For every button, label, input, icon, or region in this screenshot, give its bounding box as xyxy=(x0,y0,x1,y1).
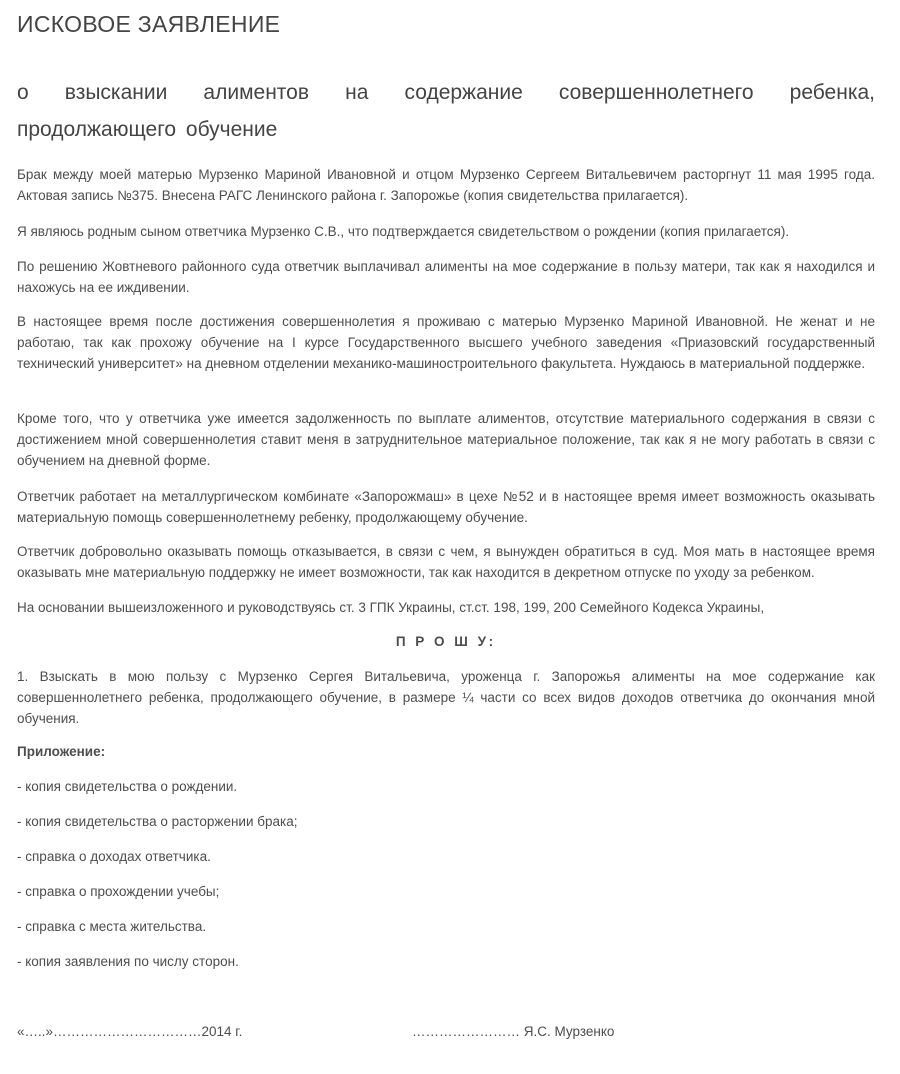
paragraph-marriage: Брак между моей матерью Мурзенко Мариной Ивановной и отцом Мурзенко Сергеем Витальевичем расторгнут 11 мая 1995 года. Актовая запись №375. Внесена РАГС Ленинского района г. Запорожье (копия свидетельства прилагается). xyxy=(17,167,875,203)
signature-name: …………………… Я.С. Мурзенко xyxy=(412,1024,615,1039)
paragraph-refusal: Ответчик добровольно оказывать помощь отказывается, в связи с чем, я вынужден обратиться в суд. Моя мать в настоящее время оказывать мне материальную поддержку не имеет возможности, так как находится в декретном отпуске по уходу за ребенком. xyxy=(17,544,875,580)
paragraph-current-status: В настоящее время после достижения совершеннолетия я проживаю с матерью Мурзенко Мариной Ивановной. Не женат и не работаю, так как прохожу обучение на I курсе Государственного высшего учебного заведения «Приазовский государственный технический университет» на дневном отделении механико-машиностроительного факультета. Нуждаюсь в материальной поддержке. xyxy=(17,314,875,371)
appendix-item: - копия заявления по числу сторон. xyxy=(17,954,239,969)
appendix-list xyxy=(17,776,297,986)
appendix-heading: Приложение: xyxy=(17,744,106,759)
request-heading: П Р О Ш У: xyxy=(395,634,497,649)
paragraph-legal-basis: На основании вышеизложенного и руководствуясь ст. 3 ГПК Украины, ст.ст. 198, 199, 200 Семейного Кодекса Украины, xyxy=(17,600,765,615)
appendix-item: - справка о доходах ответчика. xyxy=(17,849,211,864)
document-title: ИСКОВОЕ ЗАЯВЛЕНИЕ xyxy=(17,11,281,37)
paragraph-court-decision: По решению Жовтневого районного суда ответчик выплачивал алименты на мое содержание в пользу матери, так как я находился и нахожусь на ее иждивении. xyxy=(17,259,875,295)
request-item: 1. Взыскать в мою пользу с Мурзенко Сергея Витальевича, уроженца г. Запорожья алименты на мое содержание как совершеннолетнего ребенка, продолжающего обучение, в размере ¼ части со всех видов доходов ответчика до окончания мной обучения. xyxy=(17,669,875,726)
paragraph-son: Я являюсь родным сыном ответчика Мурзенко С.В., что подтверждается свидетельством о рождении (копия прилагается). xyxy=(17,224,790,239)
signature-date: «…..»……………………………2014 г. xyxy=(17,1024,243,1039)
document-subtitle: о взыскании алиментов на содержание совершеннолетнего ребенка, продолжающего обучение xyxy=(17,81,875,141)
paragraph-defendant-work: Ответчик работает на металлургическом комбинате «Запорожмаш» в цехе №52 и в настоящее время имеет возможность оказывать материальную помощь совершеннолетнему ребенку, продолжающему обучение. xyxy=(17,489,875,525)
paragraph-debt: Кроме того, что у ответчика уже имеется задолженность по выплате алиментов, отсутствие материального содержания в связи с достижением мной совершеннолетия ставит меня в затруднительное материальное положение, так как я не могу работать в связи с обучением на дневной форме. xyxy=(17,411,875,468)
appendix-item: - копия свидетельства о расторжении брака; xyxy=(17,814,298,829)
appendix-item: - справка о прохождении учебы; xyxy=(17,884,220,899)
appendix-item: - справка с места жительства. xyxy=(17,919,207,934)
document-page xyxy=(17,0,875,1039)
appendix-item: - копия свидетельства о рождении. xyxy=(17,779,238,794)
